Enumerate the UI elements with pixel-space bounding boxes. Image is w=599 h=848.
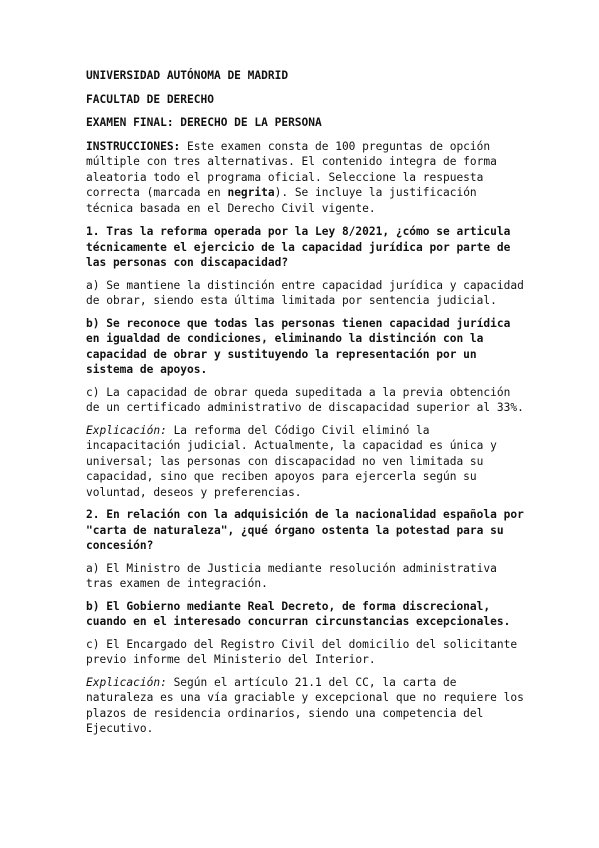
question-1-explanation-label: Explicación: <box>86 423 167 437</box>
instructions-text-after: ). Se incluye la justificación técnica basada en el Derecho Civil vigente. <box>86 186 477 215</box>
instructions-text-before: Este examen consta de 100 preguntas de opción múltiple con tres alternativas. El contenido integra de forma aleatoria todo el programa oficial. Seleccione la respuesta correcta (marcada en <box>86 139 497 199</box>
question-1-option-b-correct: b) Se reconoce que todas las personas tienen capacidad jurídica en igualdad de condiciones, eliminando la distinción con la capacidad de obrar y sustituyendo la representación por un sistema de apoyos. <box>86 316 511 376</box>
question-1-option-a: a) Se mantiene la distinción entre capacidad jurídica y capacidad de obrar, siendo esta última limitada por sentencia judicial. <box>86 278 524 307</box>
university-name: UNIVERSIDAD AUTÓNOMA DE MADRID <box>86 69 289 82</box>
question-2-option-a: a) El Ministro de Justicia mediante resolución administrativa tras examen de integración. <box>86 561 497 590</box>
question-2-option-c: c) El Encargado del Registro Civil del domicilio del solicitante previo informe del Ministerio del Interior. <box>86 637 518 666</box>
question-1: 1. Tras la reforma operada por la Ley 8/2021, ¿cómo se articula técnicamente el ejercicio de la capacidad jurídica por parte de las personas con discapacidad? <box>86 225 511 269</box>
exam-title: EXAMEN FINAL: DERECHO DE LA PERSONA <box>86 116 322 129</box>
question-1-option-c: c) La capacidad de obrar queda supeditada a la previa obtención de un certificado administrativo de discapacidad superior al 33%. <box>86 385 524 414</box>
question-2-explanation-text: Según el artículo 21.1 del CC, la carta de naturaleza es una vía graciable y excepcional que no requiere los plazos de residencia ordinarios, siendo una competencia del Ejecutivo. <box>86 675 524 735</box>
question-2: 2. En relación con la adquisición de la nacionalidad española por "carta de naturaleza", ¿qué órgano ostenta la potestad para su concesión? <box>86 508 524 552</box>
question-2-option-b-correct: b) El Gobierno mediante Real Decreto, de forma discrecional, cuando en el interesado concurran circunstancias excepcionales. <box>86 599 511 628</box>
question-1-explanation-text: La reforma del Código Civil eliminó la incapacitación judicial. Actualmente, la capacidad es única y universal; las personas con discapacidad no ven limitada su capacidad, sino que reciben apoyos para ejercerla según su voluntad, deseos y preferencias. <box>86 423 497 499</box>
question-2-explanation-label: Explicación: <box>86 675 167 689</box>
instructions-emphasis: negrita <box>227 186 275 199</box>
question-2-explanation <box>86 675 526 737</box>
question-1-explanation <box>86 423 526 501</box>
exam-document <box>86 68 526 744</box>
instructions-label: INSTRUCCIONES: <box>86 139 181 153</box>
faculty-name: FACULTAD DE DERECHO <box>86 92 214 106</box>
instructions-paragraph <box>86 139 526 217</box>
